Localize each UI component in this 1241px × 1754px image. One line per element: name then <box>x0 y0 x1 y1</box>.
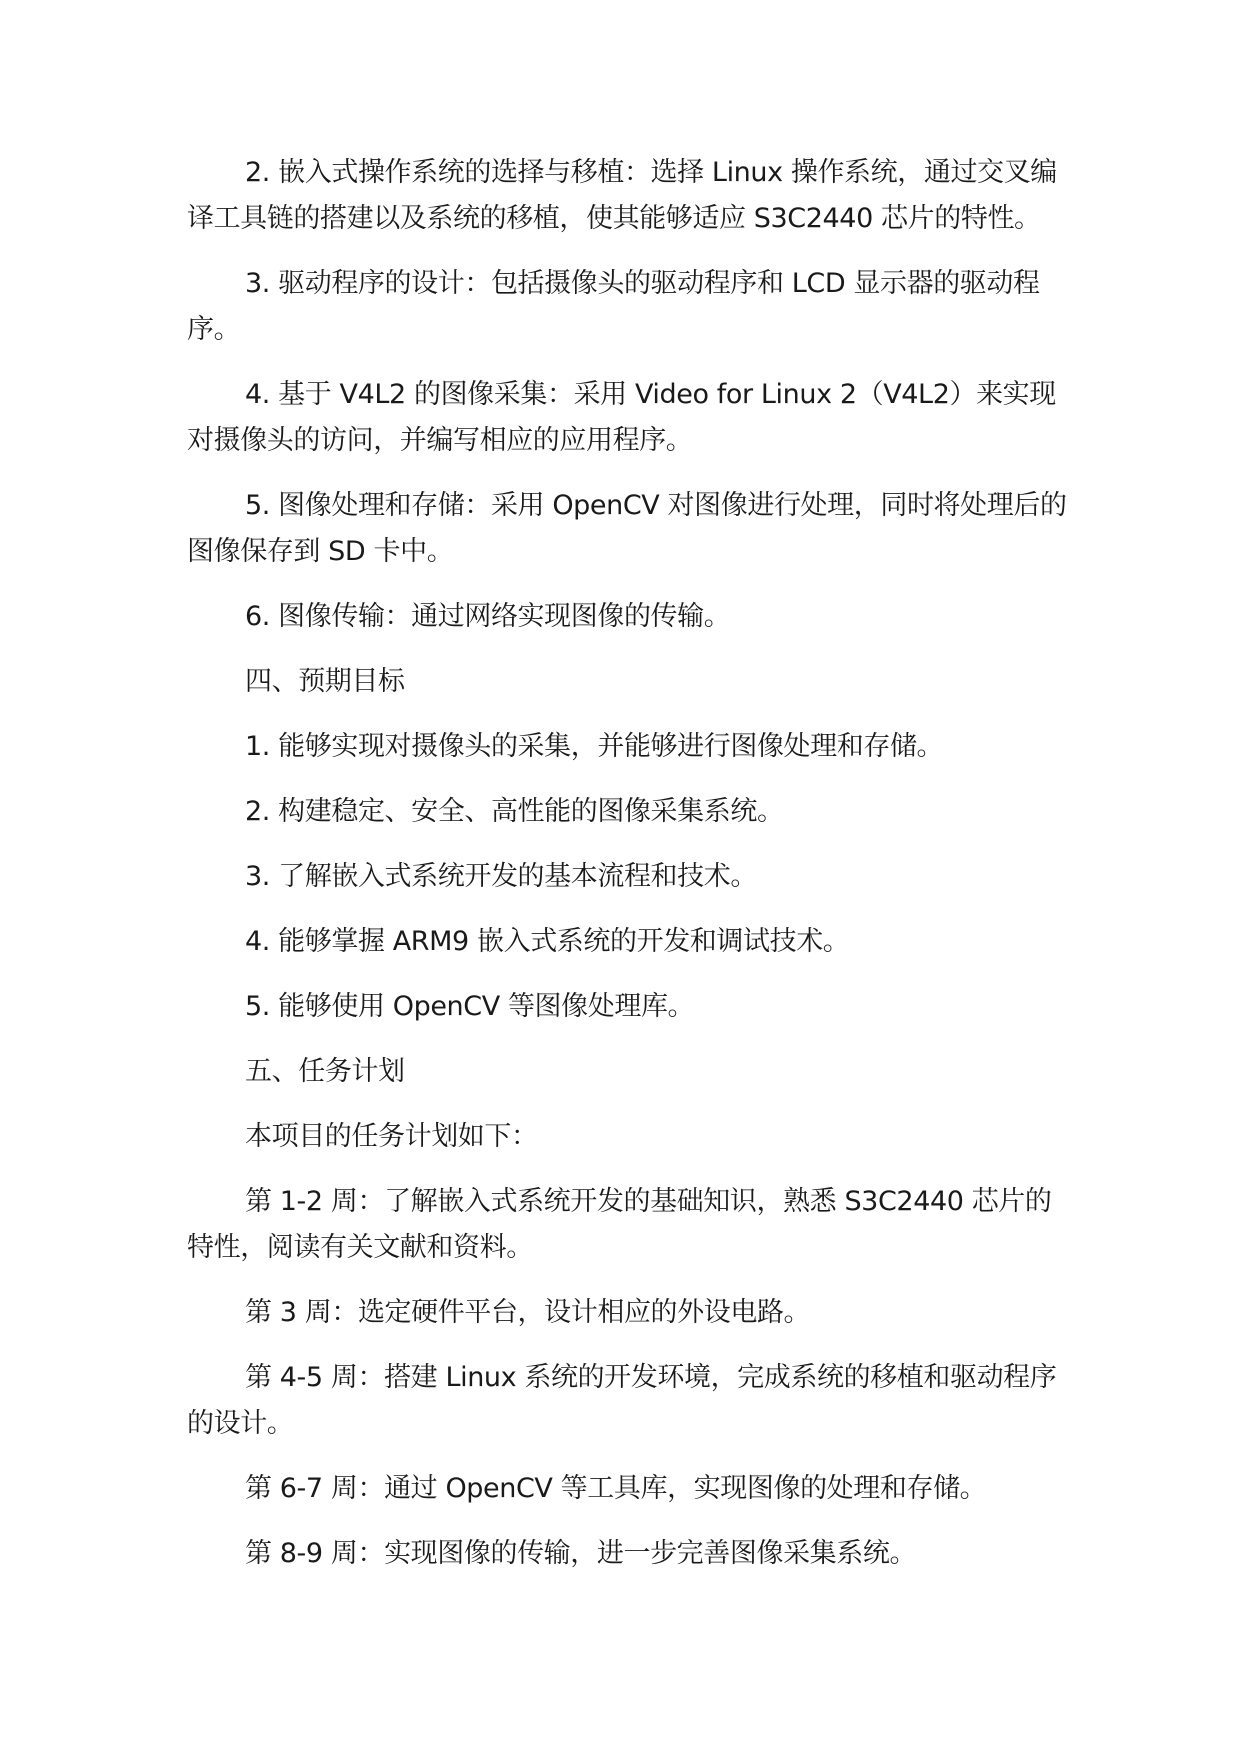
plan-intro: 本项目的任务计划如下： <box>245 1121 538 1152</box>
plan-week-4-5: 第 4-5 周：搭建 Linux 系统的开发环境，完成系统的移植和驱动程序的设计。 <box>187 1362 1057 1439</box>
plan-week-6-7: 第 6-7 周：通过 OpenCV 等工具库，实现图像的处理和存储。 <box>245 1473 987 1504</box>
paragraph-image-transfer: 6. 图像传输：通过网络实现图像的传输。 <box>245 601 731 632</box>
paragraph-os-selection: 2. 嵌入式操作系统的选择与移植：选择 Linux 操作系统，通过交叉编译工具链的搭建以及系统的移植，使其能够适应 S3C2440 芯片的特性。 <box>187 157 1057 234</box>
plan-week-3: 第 3 周：选定硬件平台，设计相应的外设电路。 <box>245 1297 811 1328</box>
plan-week-1-2: 第 1-2 周：了解嵌入式系统开发的基础知识，熟悉 S3C2440 芯片的特性，阅读有关文献和资料。 <box>187 1186 1052 1263</box>
goal-item-3: 3. 了解嵌入式系统开发的基本流程和技术。 <box>245 861 757 892</box>
goal-item-5: 5. 能够使用 OpenCV 等图像处理库。 <box>245 991 695 1022</box>
document-body <box>187 150 1077 1577</box>
goal-item-1: 1. 能够实现对摄像头的采集，并能够进行图像处理和存储。 <box>245 731 944 762</box>
section-heading-plan: 五、任务计划 <box>245 1056 405 1087</box>
paragraph-v4l2-capture: 4. 基于 V4L2 的图像采集：采用 Video for Linux 2（V4L2）来实现对摄像头的访问，并编写相应的应用程序。 <box>187 379 1056 456</box>
paragraph-image-processing: 5. 图像处理和存储：采用 OpenCV 对图像进行处理，同时将处理后的图像保存到 SD 卡中。 <box>187 490 1067 567</box>
plan-week-8-9: 第 8-9 周：实现图像的传输，进一步完善图像采集系统。 <box>245 1538 917 1569</box>
paragraph-driver-design: 3. 驱动程序的设计：包括摄像头的驱动程序和 LCD 显示器的驱动程序。 <box>187 268 1040 345</box>
section-heading-goals: 四、预期目标 <box>245 666 405 697</box>
goal-item-4: 4. 能够掌握 ARM9 嵌入式系统的开发和调试技术。 <box>245 926 850 957</box>
goal-item-2: 2. 构建稳定、安全、高性能的图像采集系统。 <box>245 796 784 827</box>
